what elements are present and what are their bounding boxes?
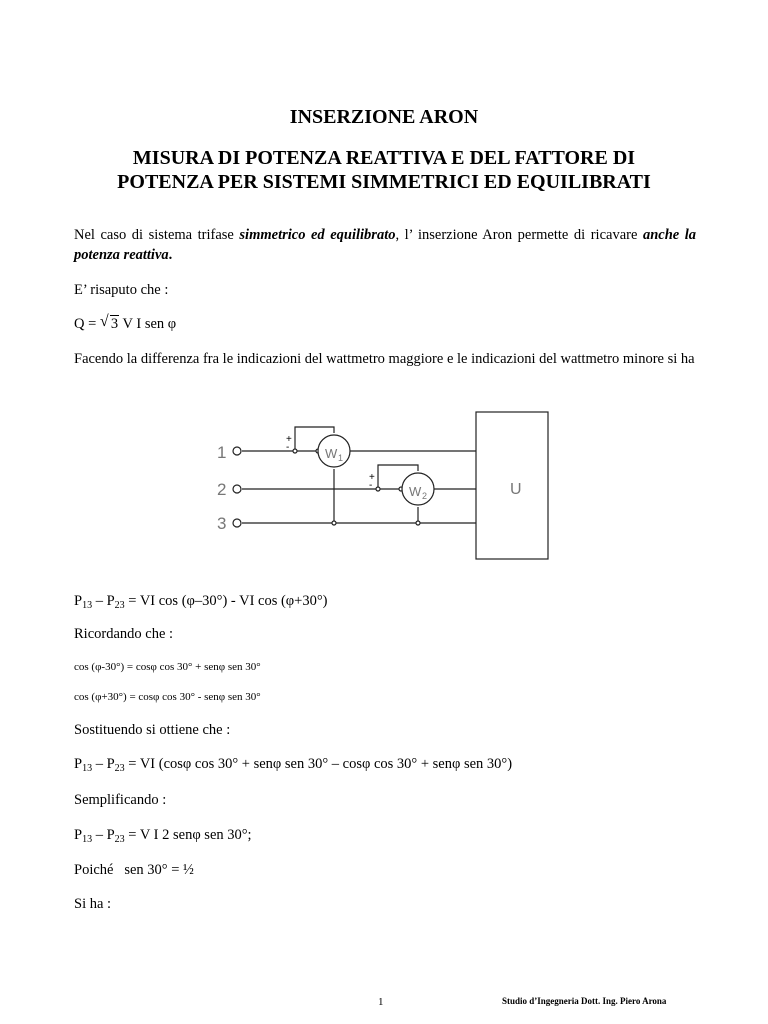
equation-2: $P_{13} - P_{23}$ = VI (cosφ cos 30° + senφ sen 30° – cosφ cos 30° + senφ sen 30°) [74,756,513,774]
w2-sub: 2 [422,491,428,501]
equation-1: $P_{13} - P_{23}$ = VI cos (φ–30°) - VI cos (φ+30°) [74,593,328,611]
simplifying-text: Semplificando : [74,792,167,808]
page-number: 1 [378,996,384,1008]
q-formula: Q = √ 3 V I sen φ [74,313,177,332]
doc-subtitle-line1: MISURA DI POTENZA REATTIVA E DEL FATTORE DI [132,147,636,169]
sqrt-symbol: √ 3 [99,313,119,332]
cos-identity-2: cos (φ+30°) = cosφ cos 30° - senφ sen 30° [74,691,261,703]
intro-paragraph: Nel caso di sistema trifase simmetrico ed equilibrato, l’ inserzione Aron permette di ricavare anche la potenza reattiva. [74,227,697,263]
cos-identity-1: cos (φ-30°) = cosφ cos 30° + senφ sen 30° [74,661,261,673]
w1-plus: + [286,434,292,445]
node-label-2: 2 [217,480,227,499]
w2-label: W [409,484,422,499]
node-label-3: 3 [217,514,227,533]
then-text: Si ha : [74,896,112,912]
doc-title: INSERZIONE ARON [289,106,479,128]
equation-3: $P_{13} - P_{23} = V$ I 2 senφ sen 30°; [74,827,252,845]
w2-minus: - [369,480,373,491]
terminal-2 [233,485,241,493]
node-label-1: 1 [217,443,227,462]
terminal-1 [233,447,241,455]
since-text: Poiché sen 30° = ½ [74,862,194,878]
substituting-text: Sostituendo si ottiene che : [74,722,231,738]
footer-studio: Studio d’Ingegneria Dott. Ing. Piero Arona [502,996,667,1006]
w1-label: W [325,446,338,461]
difference-paragraph: Facendo la differenza fra le indicazioni del wattmetro maggiore e le indicazioni del wattmetro minore si ha [74,351,695,367]
remember-text: Ricordando che : [74,626,174,642]
load-label: U [510,481,522,498]
w1-minus: - [286,442,290,453]
doc-subtitle-line2: POTENZA PER SISTEMI SIMMETRICI ED EQUILIBRATI [117,171,651,193]
known-text: E’ risaputo che : [74,282,169,298]
w1-sub: 1 [338,453,344,463]
w2-plus: + [369,472,375,483]
terminal-3 [233,519,241,527]
